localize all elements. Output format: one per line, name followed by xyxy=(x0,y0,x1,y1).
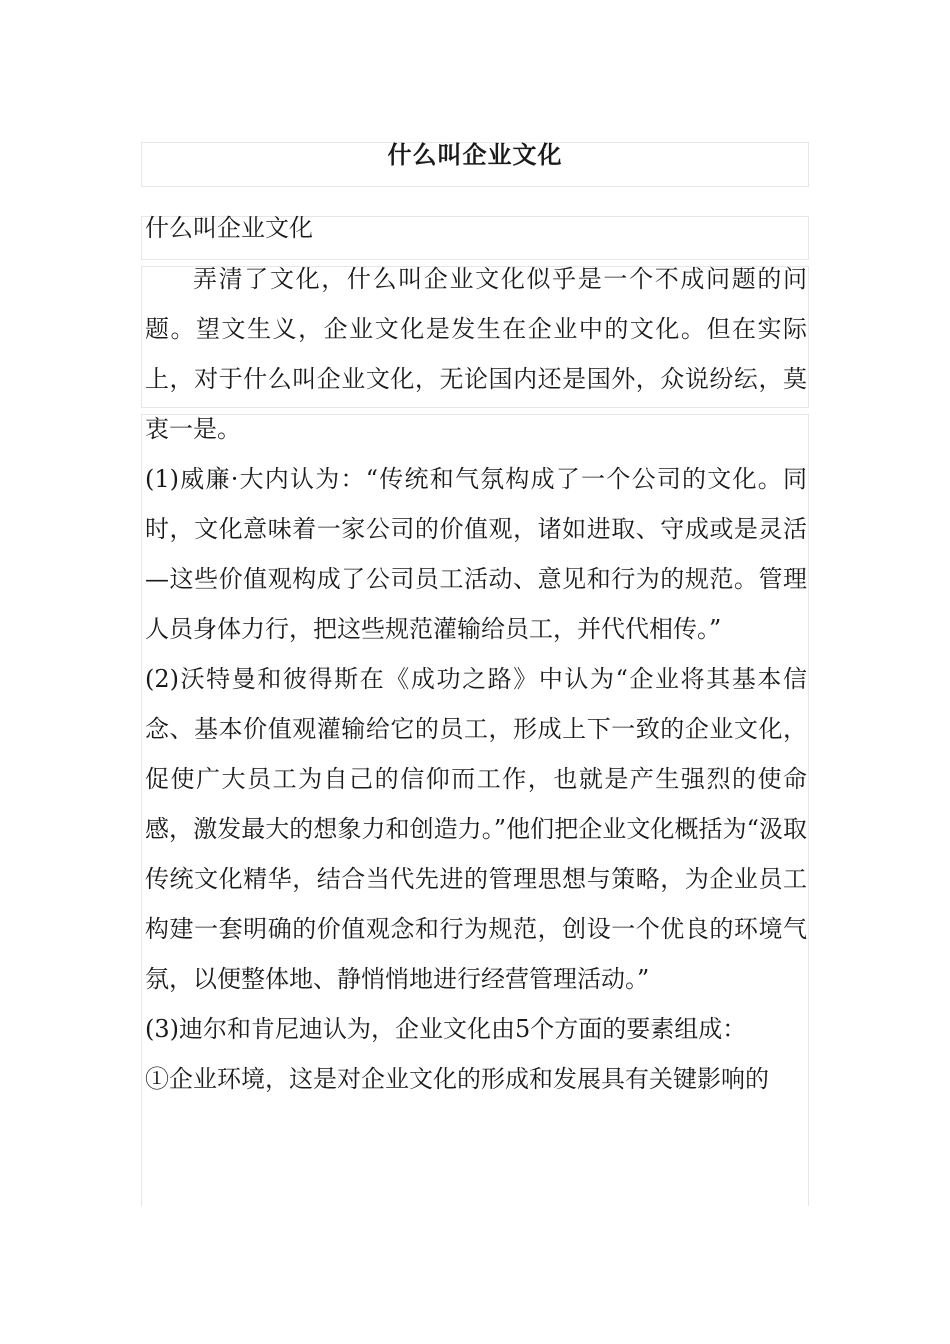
paragraph-deal-kennedy: (3)迪尔和肯尼迪认为，企业文化由5个方面的要素组成： xyxy=(145,1015,747,1043)
document-body xyxy=(145,254,807,1104)
paragraph-enterprise-environment: ①企业环境，这是对企业文化的形成和发展具有关键影响的 xyxy=(145,1065,769,1093)
paragraph-ouchi: (1)威廉·大内认为：“传统和气氛构成了一个公司的文化。同时，文化意味着一家公司的价值观，诸如进取、守成或是灵活—这些价值观构成了公司员工活动、意见和行为的规范。管理人员身体力行，把这些规范灌输给员工，并代代相传。” xyxy=(145,465,807,643)
document-title: 什么叫企业文化 xyxy=(387,140,563,169)
section-heading: 什么叫企业文化 xyxy=(145,214,313,242)
paragraph-intro: 弄清了文化，什么叫企业文化似乎是一个不成问题的问题。望文生义，企业文化是发生在企业中的文化。但在实际上，对于什么叫企业文化，无论国内还是国外，众说纷纭，莫衷一是。 xyxy=(145,265,807,443)
paragraph-waterman-peters: (2)沃特曼和彼得斯在《成功之路》中认为“企业将其基本信念、基本价值观灌输给它的员工，形成上下一致的企业文化，促使广大员工为自己的信仰而工作，也就是产生强烈的使命感，激发最大的想象力和创造力。”他们把企业文化概括为“汲取传统文化精华，结合当代先进的管理思想与策略，为企业员工构建一套明确的价值观念和行为规范，创设一个优良的环境气氛，以便整体地、静悄悄地进行经营管理活动。” xyxy=(145,665,807,993)
